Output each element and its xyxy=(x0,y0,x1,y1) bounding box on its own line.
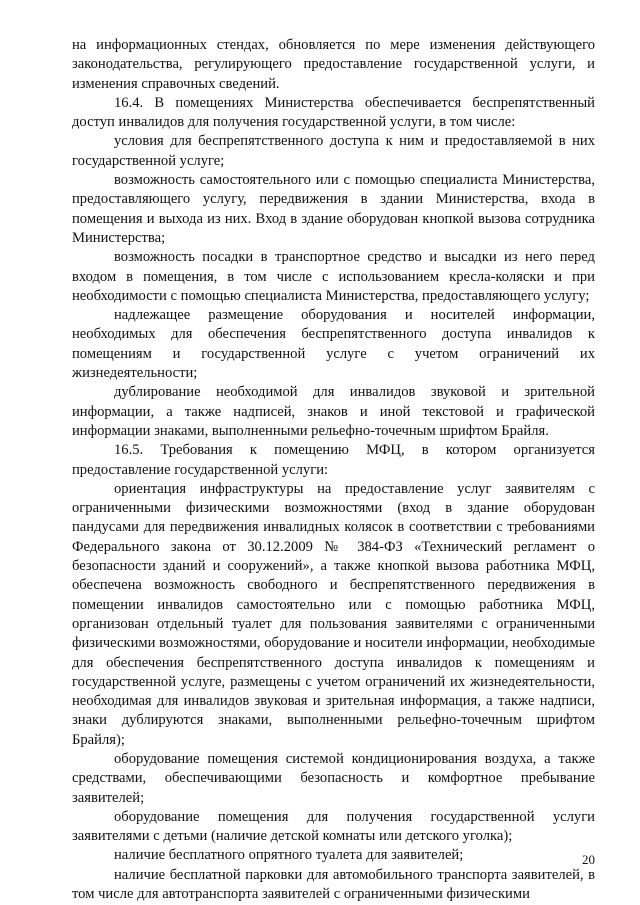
paragraph-16-5-heading: 16.5. Требования к помещению МФЦ, в котором организуется предоставление государственной услуги: xyxy=(72,442,595,478)
paragraph-air-conditioning: оборудование помещения системой кондиционирования воздуха, а также средствами, обеспечивающими безопасность и комфортное пребывание заявителей; xyxy=(72,750,595,806)
page-number: 20 xyxy=(582,852,595,867)
paragraph-free-parking: наличие бесплатной парковки для автомобильного транспорта заявителей, в том числе для автотранспорта заявителей с ограниченными физическими xyxy=(72,866,595,903)
paragraph-access-conditions: условия для беспрепятственного доступа к ним и предоставляемой в них государственной услуге; xyxy=(72,133,595,169)
paragraph-children-room: оборудование помещения для получения государственной услуги заявителями с детьми (наличие детской комнаты или детского уголка); xyxy=(72,808,595,845)
paragraph-info-stands-continuation: на информационных стендах, обновляется по мере изменения действующего законодательства, регулирующего предоставление государственной услуги, и изменения справочных сведений. xyxy=(72,37,595,92)
document-body xyxy=(72,36,595,904)
paragraph-movement-in-building: возможность самостоятельного или с помощью специалиста Министерства, предоставляющего услугу, передвижения в здании Министерства, входа в помещения и выхода из них. Вход в здание оборудован кнопкой вызова сотрудника Министерства; xyxy=(72,172,595,246)
paragraph-braille-duplication: дублирование необходимой для инвалидов звуковой и зрительной информации, а также надписей, знаков и иной текстовой и графической информации знаками, выполненными рельефно-точечным шрифтом Брайля. xyxy=(72,384,595,439)
paragraph-vehicle-boarding: возможность посадки в транспортное средство и высадки из него перед входом в помещения, в том числе с использованием кресла-коляски и при необходимости с помощью специалиста Министерства, предоставляющего услугу; xyxy=(72,249,595,304)
paragraph-16-4-heading: 16.4. В помещениях Министерства обеспечивается беспрепятственный доступ инвалидов для получения государственной услуги, в том числе: xyxy=(72,94,595,131)
paragraph-infrastructure-orientation: ориентация инфраструктуры на предоставление услуг заявителям с ограниченными физическими возможностями (вход в здание оборудован пандусами для передвижения инвалидных колясок в соответствии с требованиями Федерального закона от 30.12.2009 № 384-ФЗ «Технический регламент о безопасности зданий и сооружений», а также кнопкой вызова работника МФЦ, обеспечена возможность свободного и беспрепятственного передвижения в помещении инвалидов самостоятельно или с помощью работника МФЦ, организован отдельный туалет для пользования заявителями с ограниченными физическими возможностями, оборудование и носители информации, необходимые для обеспечения беспрепятственного доступа инвалидов к помещениям и государственной услуге, размещены с учетом ограничений их жизнедеятельности, необходимая для инвалидов звуковая и зрительная информация, а также надписи, знаки дублируются знаками, выполненными рельефно-точечным шрифтом Брайля); xyxy=(72,480,595,748)
paragraph-equipment-placement: надлежащее размещение оборудования и носителей информации, необходимых для обеспечения беспрепятственного доступа инвалидов к помещениям и государственной услуге с учетом ограничений их жизнедеятельности; xyxy=(72,307,595,382)
paragraph-free-toilet: наличие бесплатного опрятного туалета для заявителей; xyxy=(114,847,464,864)
